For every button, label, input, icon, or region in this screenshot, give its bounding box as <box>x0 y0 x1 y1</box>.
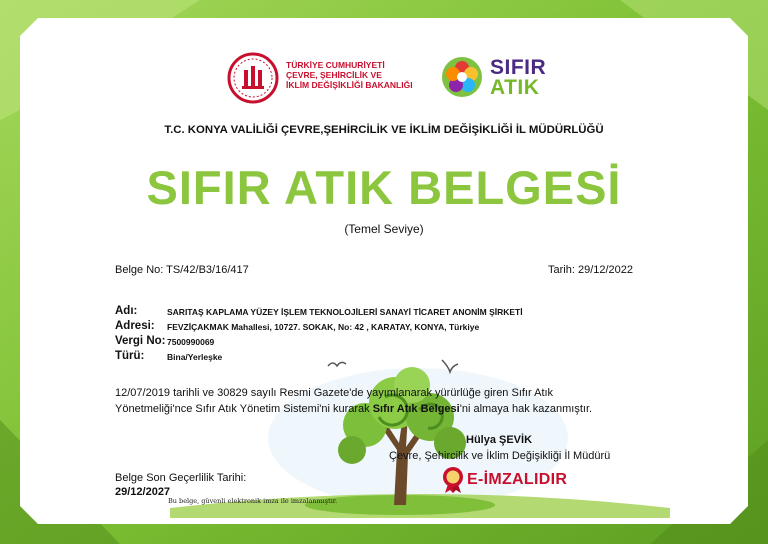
expiry-date: 29/12/2027 <box>115 486 171 498</box>
e-signed-label: E-İMZALIDIR <box>467 471 568 488</box>
certificate-title: SIFIR ATIK BELGESİ <box>146 161 622 214</box>
signatory-title: Çevre, Şehircilik ve İklim Değişikliği İl Müdürü <box>389 450 611 462</box>
zero-waste-logo: SIFIR ATIK <box>490 56 547 99</box>
certificate-statement <box>115 385 655 417</box>
field-label-name: Adı: <box>115 305 138 317</box>
certificate-level: (Temel Seviye) <box>344 222 424 236</box>
field-label-tax-no: Vergi No: <box>115 335 166 347</box>
field-value-type: Bina/Yerleşke <box>167 352 223 362</box>
expiry-label: Belge Son Geçerlilik Tarihi: <box>115 472 247 484</box>
footer-note: Bu belge, güvenli elektronik imza ile imzalanmıştır. <box>168 497 338 505</box>
field-value-name: SARITAŞ KAPLAMA YÜZEY İŞLEM TEKNOLOJİLERİ SANAYİ TİCARET ANONİM ŞİRKETİ <box>167 307 523 317</box>
statement-line-2: Yönetmeliği'nce Sıfır Atık Yönetim Sistemi'ni kurarak Sıfır Atık Belgesi'ni almaya hak kazanmıştır. <box>115 403 593 415</box>
statement-line-1: 12/07/2019 tarihli ve 30829 sayılı Resmi Gazete'de yayımlanarak yürürlüğe giren Sıfır Atık <box>115 387 554 399</box>
field-value-tax-no: 7500990069 <box>167 337 215 347</box>
seal-badge-icon <box>440 466 466 494</box>
zero-waste-flower-icon <box>441 56 483 98</box>
field-value-address: FEVZİÇAKMAK Mahallesi, 10727. SOKAK, No: 42 , KARATAY, KONYA, Türkiye <box>167 322 480 332</box>
signatory-name: Hülya ŞEVİK <box>466 434 533 446</box>
bird-icon <box>440 358 460 378</box>
certificate-date: Tarih: 29/12/2022 <box>548 264 634 276</box>
field-label-address: Adresi: <box>115 320 155 332</box>
certificate-number: Belge No: TS/42/B3/16/417 <box>115 264 249 276</box>
bird-icon <box>327 358 347 372</box>
field-label-type: Türü: <box>115 350 145 362</box>
ministry-emblem-icon <box>227 52 279 104</box>
ministry-name: TÜRKİYE CUMHURİYETİ ÇEVRE, ŞEHİRCİLİK VE İKLİM DEĞİŞİKLİĞİ BAKANLIĞI <box>286 60 413 90</box>
issuing-authority: T.C. KONYA VALİLİĞİ ÇEVRE,ŞEHİRCİLİK VE İKLİM DEĞİŞİKLİĞİ İL MÜDÜRLÜĞÜ <box>164 124 604 136</box>
